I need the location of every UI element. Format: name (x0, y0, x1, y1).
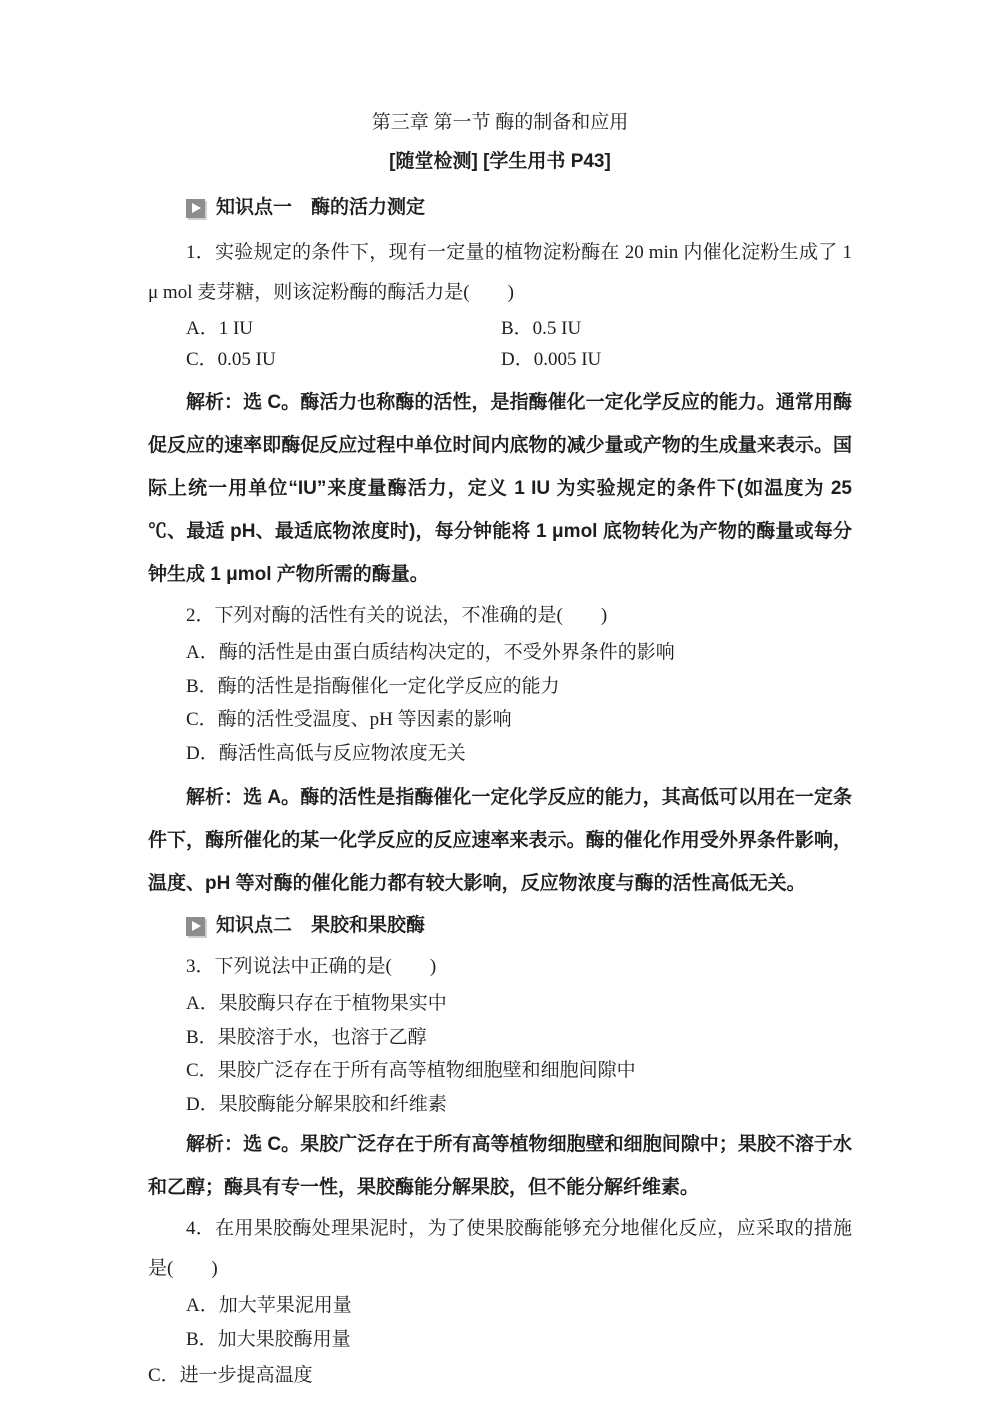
play-square-icon (186, 917, 205, 936)
question-3-analysis: 解析：选 C。果胶广泛存在于所有高等植物细胞壁和细胞间隙中；果胶不溶于水和乙醇；酶具有专一性，果胶酶能分解果胶，但不能分解纤维素。 (148, 1134, 852, 1198)
question-1-options (148, 313, 852, 375)
question-3-options (148, 987, 852, 1121)
section-heading-label: 知识点二 果胶和果胶酶 (216, 915, 426, 936)
question-4-options (148, 1289, 852, 1356)
question-2-options (148, 636, 852, 770)
option-b: B．加大果胶酶用量 (186, 1328, 351, 1350)
play-triangle-icon (192, 203, 201, 213)
play-square-icon (186, 199, 205, 218)
section-heading-kp1 (148, 195, 852, 221)
doc-title: 第三章 第一节 酶的制备和应用 (371, 112, 629, 133)
option-d: D．酶活性高低与反应物浓度无关 (186, 742, 466, 764)
page-content (148, 0, 872, 1392)
question-4-option-c: C．进一步提高温度 (148, 1365, 313, 1386)
option-a: A．酶的活性是由蛋白质结构决定的，不受外界条件的影响 (186, 642, 675, 663)
option-c: C．0.05 IU (186, 349, 276, 370)
question-3-stem: 3．下列说法中正确的是( ) (186, 956, 437, 977)
option-b: B．酶的活性是指酶催化一定化学反应的能力 (186, 675, 560, 697)
option-c: C．果胶广泛存在于所有高等植物细胞壁和细胞间隙中 (186, 1060, 636, 1081)
question-1-analysis: 解析：选 C。酶活力也称酶的活性，是指酶催化一定化学反应的能力。通常用酶促反应的速率即酶促反应过程中单位时间内底物的减少量或产物的生成量来表示。国际上统一用单位“IU”来度量酶活力，定义 1 IU 为实验规定的条件下(如温度为 25 ℃、最适 pH、最适底物浓度时)，每分钟能将 1 μmol 底物转化为产物的酶量或每分钟生成 1 μmol 产物所需的酶量。 (148, 392, 852, 585)
question-2-stem: 2．下列对酶的活性有关的说法，不准确的是( ) (186, 605, 608, 626)
option-b: B．0.5 IU (501, 318, 582, 339)
option-a: A．果胶酶只存在于植物果实中 (186, 993, 447, 1014)
question-2-analysis: 解析：选 A。酶的活性是指酶催化一定化学反应的能力，其高低可以用在一定条件下，酶所催化的某一化学反应的反应速率来表示。酶的催化作用受外界条件影响，温度、pH 等对酶的催化能力都有较大影响，反应物浓度与酶的活性高低无关。 (148, 787, 852, 894)
option-d: D．0.005 IU (501, 349, 602, 370)
play-triangle-icon (192, 921, 201, 931)
section-heading-kp2 (148, 913, 852, 939)
option-a: A．1 IU (186, 318, 254, 339)
section-heading-label: 知识点一 酶的活力测定 (216, 197, 426, 218)
question-1-stem: 1．实验规定的条件下，现有一定量的植物淀粉酶在 20 min 内催化淀粉生成了 1 μ mol 麦芽糖，则该淀粉酶的酶活力是( ) (148, 242, 872, 303)
doc-subtitle: [随堂检测] [学生用书 P43] (389, 151, 611, 172)
option-a: A．加大苹果泥用量 (186, 1295, 352, 1316)
option-d: D．果胶酶能分解果胶和纤维素 (186, 1093, 447, 1115)
question-4-stem: 4．在用果胶酶处理果泥时，为了使果胶酶能够充分地催化反应，应采取的措施是( ) (148, 1218, 852, 1279)
option-c: C．酶的活性受温度、pH 等因素的影响 (186, 709, 512, 730)
option-b: B．果胶溶于水，也溶于乙醇 (186, 1026, 427, 1048)
